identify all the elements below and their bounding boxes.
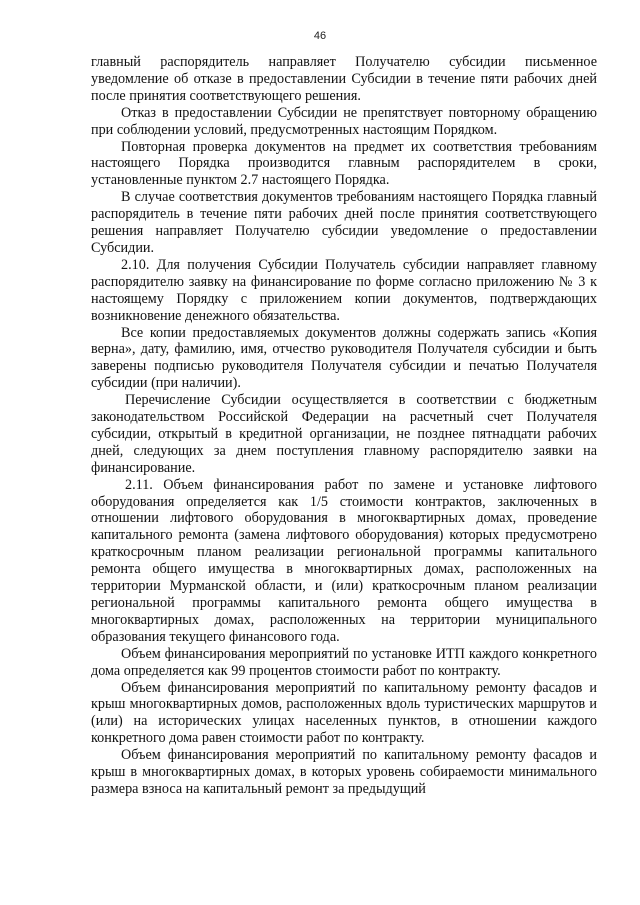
paragraph-copies-certification: Все копии предоставляемых документов должны содержать запись «Копия верна», дату, фамилию, имя, отчество руководителя Получателя субсидии и быть заверены подписью руководителя Получателя субсидии и печатью Получателя субсидии (при наличии). bbox=[91, 324, 597, 392]
paragraph-clause-2-10: 2.10. Для получения Субсидии Получатель субсидии направляет главному распорядителю заявку на финансирование по форме согласно приложению № 3 к настоящему Порядку с приложением копии документов, подтверждающих возникновение денежного обязательства. bbox=[91, 256, 597, 324]
paragraph-itp-financing: Объем финансирования мероприятий по установке ИТП каждого конкретного дома определяется как 99 процентов стоимости работ по контракту. bbox=[91, 645, 597, 679]
page-number: 46 bbox=[313, 30, 327, 42]
paragraph-compliance-notice: В случае соответствия документов требованиям настоящего Порядка главный распорядитель в течение пяти рабочих дней после принятия соответствующего решения направляет Получателю субсидии уведомление о предоставлении Субсидии. bbox=[91, 189, 597, 256]
paragraph-subsidy-transfer: Перечисление Субсидии осуществляется в соответствии с бюджетным законодательством Российской Федерации на расчетный счет Получателя субсидии, открытый в кредитной организации, не позднее пятнадцати рабочих дней, следующих за днем поступления главному распорядителю заявки на финансирование. bbox=[91, 392, 597, 476]
paragraph-repeat-check: Повторная проверка документов на предмет их соответствия требованиям настоящего Порядка производится главным распорядителем в сроки, установленные пунктом 2.7 настоящего Порядка. bbox=[91, 138, 597, 189]
paragraph-clause-2-11: 2.11. Объем финансирования работ по замене и установке лифтового оборудования определяется как 1/5 стоимости контрактов, заключенных в отношении лифтового оборудования в многоквартирных домах, проведение капитального ремонта (замена лифтового оборудования) которых предусмотрено краткосрочным планом реализации региональной программы капитального ремонта общего имущества в многоквартирных домах, расположенных на территории Мурманской области, и (или) краткосрочным планом реализации региональной программы капитального ремонта общего имущества в многоквартирных домах, расположенных на территории муниципального образования текущего финансового года. bbox=[91, 476, 597, 645]
paragraph-repeat-application: Отказ в предоставлении Субсидии не препятствует повторному обращению при соблюдении условий, предусмотренных настоящим Порядком. bbox=[91, 104, 597, 138]
paragraph-facade-roof-collection-level: Объем финансирования мероприятий по капитальному ремонту фасадов и крыш в многоквартирных домах, в которых уровень собираемости минимального размера взноса на капитальный ремонт за предыдущий bbox=[91, 747, 597, 797]
document-body bbox=[91, 54, 597, 798]
paragraph-refusal-notice: главный распорядитель направляет Получателю субсидии письменное уведомление об отказе в предоставлении Субсидии в течение пяти рабочих дней после принятия соответствующего решения. bbox=[91, 54, 597, 104]
paragraph-facade-roof-tourist-routes: Объем финансирования мероприятий по капитальному ремонту фасадов и крыш многоквартирных домов, расположенных вдоль туристических маршрутов и (или) на исторических улицах населенных пунктов, в отношении каждого конкретного дома равен стоимости работ по контракту. bbox=[91, 679, 597, 747]
